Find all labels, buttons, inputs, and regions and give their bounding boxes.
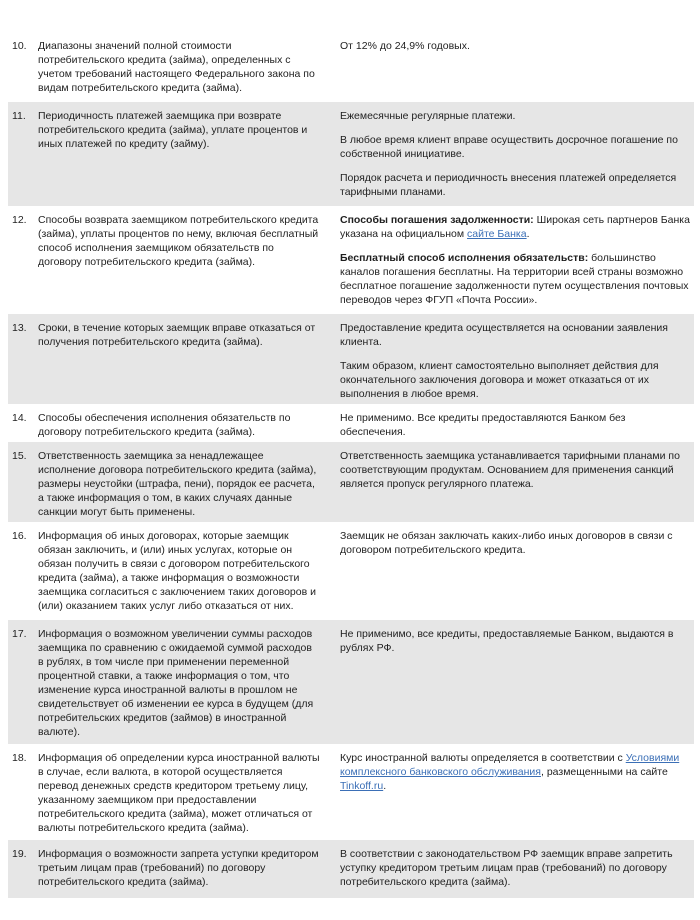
row-number: 14.	[12, 412, 27, 424]
row-answer	[340, 321, 690, 401]
answer-paragraph: В соответствии с законодательством РФ заемщик вправе запретить уступку кредитором третьим лицам прав (требований) по договору потребительского кредита (займа).	[340, 848, 673, 888]
row-answer	[340, 529, 690, 557]
answer-paragraph: Способы погашения задолженности: Широкая сеть партнеров Банка указана на официальном сайте Банка.	[340, 214, 690, 240]
table-row	[8, 404, 694, 442]
answer-paragraph: В любое время клиент вправе осуществить досрочное погашение по собственной инициативе.	[340, 134, 678, 160]
row-question: Информация о возможности запрета уступки кредитором третьим лицам прав (требований) по договору потребительского кредита (займа).	[38, 848, 319, 888]
answer-paragraph: Ежемесячные регулярные платежи.	[340, 110, 516, 122]
table-row	[8, 314, 694, 404]
row-answer	[340, 39, 690, 53]
answer-heading: Способы погашения задолженности:	[340, 214, 534, 226]
answer-paragraph: От 12% до 24,9% годовых.	[340, 40, 470, 52]
table-row	[8, 32, 694, 102]
table-row	[8, 620, 694, 744]
row-number: 13.	[12, 322, 27, 334]
answer-paragraph: Курс иностранной валюты определяется в соответствии с Условиями комплексного банковского обслуживания, размещенными на сайте Tinkoff.ru.	[340, 752, 680, 792]
row-number: 15.	[12, 450, 27, 462]
answer-paragraph: Не применимо. Все кредиты предоставляются Банком без обеспечения.	[340, 412, 626, 438]
row-number: 16.	[12, 530, 27, 542]
answer-paragraph: Предоставление кредита осуществляется на основании заявления клиента.	[340, 322, 668, 348]
answer-paragraph: Заемщик не обязан заключать каких-либо иных договоров в связи с договором потребительского кредита.	[340, 530, 673, 556]
row-answer	[340, 627, 690, 655]
row-number: 10.	[12, 40, 27, 52]
table-row	[8, 744, 694, 840]
table-row	[8, 522, 694, 620]
row-number: 18.	[12, 752, 27, 764]
answer-paragraph: Порядок расчета и периодичность внесения платежей определяется тарифными планами.	[340, 172, 677, 198]
table-row	[8, 102, 694, 206]
row-question: Способы возврата заемщиком потребительского кредита (займа), уплаты процентов по нему, включая бесплатный способ исполнения заемщиком обязательств по договору потребительского кредита (займа).	[38, 214, 319, 268]
row-question: Информация об иных договорах, которые заемщик обязан заключить, и (или) иных услугах, которые он обязан получить в связи с договором потребительского кредита (займа), а также информация о возможности заемщика согласиться с заключением таких договоров и (или) оказанием таких услуг либо отказаться от них.	[38, 530, 316, 612]
answer-paragraph: Не применимо, все кредиты, предоставляемые Банком, выдаются в рублях РФ.	[340, 628, 674, 654]
row-number: 17.	[12, 628, 27, 640]
table-row	[8, 206, 694, 314]
row-answer	[340, 213, 690, 307]
table-row	[8, 840, 694, 898]
banking-terms-link[interactable]: Условиями комплексного банковского обслуживания	[340, 752, 680, 778]
table-row	[8, 442, 694, 522]
row-question: Способы обеспечения исполнения обязательств по договору потребительского кредита (займа).	[38, 412, 291, 438]
row-answer	[340, 751, 690, 793]
row-number: 19.	[12, 848, 27, 860]
tinkoff-site-link[interactable]: Tinkoff.ru	[340, 780, 384, 792]
row-question: Информация о возможном увеличении суммы расходов заемщика по сравнению с ожидаемой суммой расходов в рублях, в том числе при применении переменной процентной ставки, а также информация о том, что изменение курса иностранной валюты в прошлом не свидетельствует об изменении ее курса в будущем (для потребительских кредитов (займов) в иностранной валюте).	[38, 628, 314, 738]
row-answer	[340, 449, 690, 491]
row-answer	[340, 411, 690, 439]
answer-heading: Бесплатный способ исполнения обязательств:	[340, 252, 589, 264]
answer-paragraph: Таким образом, клиент самостоятельно выполняет действия для окончательного заключения договора и может отказаться от их выполнения в любое время.	[340, 360, 659, 400]
answer-paragraph: Бесплатный способ исполнения обязательств: большинство каналов погашения бесплатны. На территории всей страны возможно бесплатное погашение задолженности путем осуществления почтовых переводов через ФГУП «Почта России».	[340, 252, 689, 306]
row-answer	[340, 109, 690, 199]
row-question: Информация об определении курса иностранной валюты в случае, если валюта, в которой осуществляется перевод денежных средств кредитором третьему лицу, указанному заемщиком при предоставлении потребительского кредита (займа), может отличаться от валюты потребительского кредита (займа).	[38, 752, 320, 834]
answer-paragraph: Ответственность заемщика устанавливается тарифными планами по соответствующим продуктам. Основанием для применения санкций является пропуск регулярного платежа.	[340, 450, 680, 490]
row-answer	[340, 847, 690, 889]
row-question: Диапазоны значений полной стоимости потребительского кредита (займа), определенных с учетом требований настоящего Федерального закона по видам потребительского кредита (займа).	[38, 40, 315, 94]
row-number: 12.	[12, 214, 27, 226]
bank-site-link[interactable]: сайте Банка	[467, 228, 527, 240]
row-question: Периодичность платежей заемщика при возврате потребительского кредита (займа), уплате процентов и иных платежей по кредиту (займу).	[38, 110, 308, 150]
row-number: 11.	[12, 110, 26, 122]
row-question: Ответственность заемщика за ненадлежащее исполнение договора потребительского кредита (займа), размеры неустойки (штрафа, пени), порядок ее расчета, а также информация о том, в каких случаях данные санкции могут быть применены.	[38, 450, 317, 518]
row-question: Сроки, в течение которых заемщик вправе отказаться от получения потребительского кредита (займа).	[38, 322, 316, 348]
